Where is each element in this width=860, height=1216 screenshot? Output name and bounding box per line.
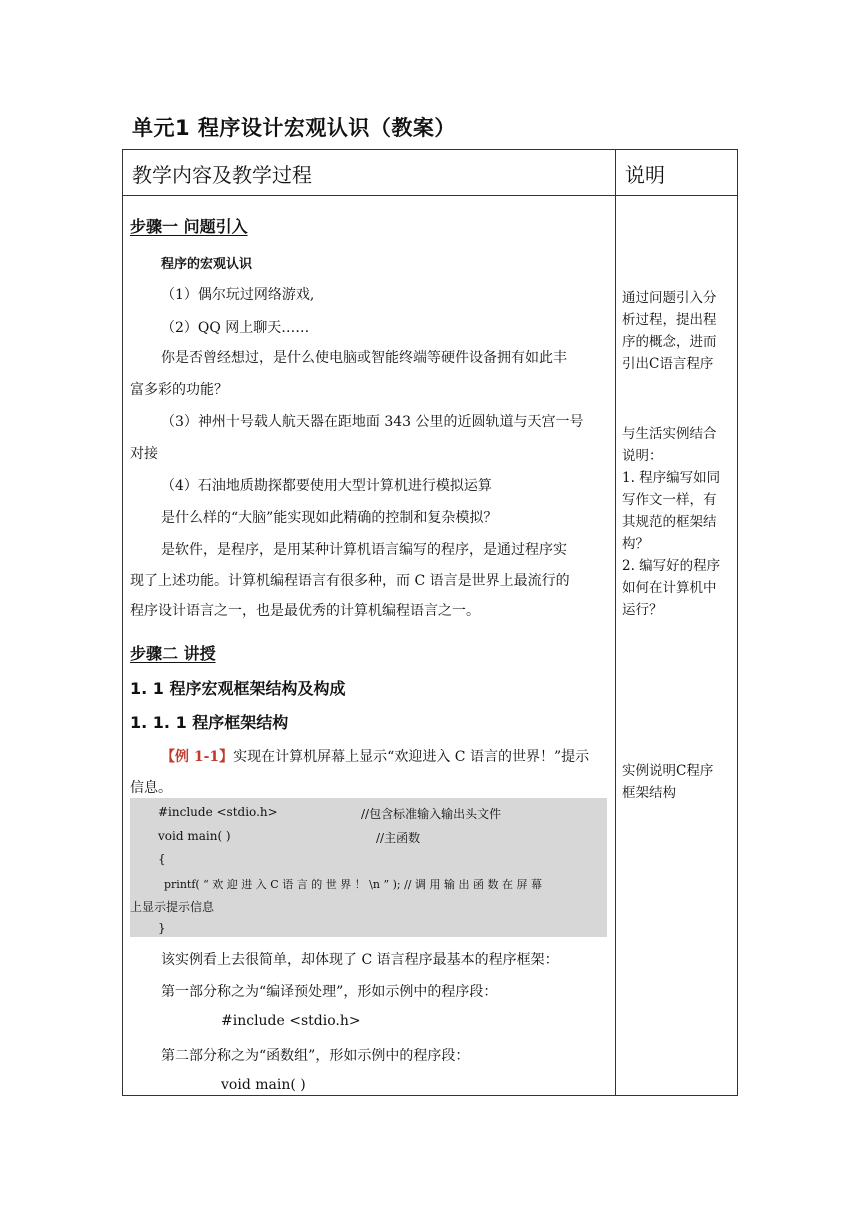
- section-1-1-1: 1. 1. 1 程序框架结构: [130, 713, 289, 732]
- para3-line2: 现了上述功能。计算机编程语言有很多种，而 C 语言是世界上最流行的: [130, 573, 570, 589]
- after-line-3: #include <stdio.h>: [221, 1013, 361, 1029]
- note-2-line: 构？: [622, 536, 649, 552]
- item-4: （4）石油地质勘探都要使用大型计算机进行模拟运算: [161, 478, 492, 494]
- after-line-4: 第二部分称之为“函数组”，形如示例中的程序段：: [161, 1048, 470, 1064]
- para3-line1: 是软件，是程序，是用某种计算机语言编写的程序，是通过程序实: [161, 542, 567, 558]
- note-2: [622, 423, 734, 621]
- code-comment-1: //包含标准输入输出头文件: [361, 807, 502, 821]
- code-line-2: void main( ): [158, 829, 231, 843]
- para1-line2: 富多彩的功能？: [130, 382, 228, 398]
- document-title: 单元1 程序设计宏观认识（教案）: [132, 116, 456, 140]
- header-notes: 说明: [625, 163, 665, 187]
- code-comment-2: //主函数: [376, 831, 421, 845]
- para3-line3: 程序设计语言之一，也是最优秀的计算机编程语言之一。: [130, 603, 480, 619]
- example-line2: 信息。: [130, 780, 172, 796]
- note-1: [622, 287, 734, 375]
- step2-heading: 步骤二 讲授: [130, 644, 216, 663]
- note-3: [622, 760, 734, 804]
- step1-heading: 步骤一 问题引入: [130, 217, 248, 236]
- note-3-line: 实例说明C程序: [622, 763, 714, 779]
- example-line1: [161, 746, 589, 766]
- note-1-line: 析过程，提出程: [622, 312, 717, 328]
- note-2-line: 与生活实例结合: [622, 426, 717, 442]
- header-content: 教学内容及教学过程: [132, 163, 312, 187]
- note-2-line: 其规范的框架结: [622, 514, 717, 530]
- section-1-1: 1. 1 程序宏观框架结构及构成: [130, 679, 346, 698]
- note-2-line: 运行？: [622, 602, 663, 618]
- after-line-1: 该实例看上去很简单，却体现了 C 语言程序最基本的程序框架：: [161, 952, 559, 968]
- para2: 是什么样的“大脑”能实现如此精确的控制和复杂模拟？: [161, 510, 498, 526]
- subtitle: 程序的宏观认识: [161, 257, 253, 272]
- item-3-line2: 对接: [130, 446, 158, 462]
- note-1-line: 通过问题引入分: [622, 290, 717, 306]
- note-1-line: 序的概念，进而: [622, 334, 717, 350]
- note-2-line: 1. 程序编写如同: [622, 470, 721, 486]
- note-2-line: 如何在计算机中: [622, 580, 717, 596]
- code-line-6: }: [158, 921, 166, 935]
- example-tag: 【例 1-1】: [161, 749, 234, 765]
- code-line-1: #include <stdio.h>: [158, 805, 278, 819]
- item-2: （2）QQ 网上聊天……: [161, 320, 310, 336]
- column-divider: [615, 150, 616, 1095]
- code-line-3: {: [158, 852, 166, 866]
- note-2-line: 说明：: [622, 448, 663, 464]
- note-1-line: 引出C语言程序: [622, 356, 714, 372]
- note-2-line: 2. 编写好的程序: [622, 558, 721, 574]
- code-line-4: printf( “ 欢 迎 进 入 C 语 言 的 世 界 ！ \n ” ); // 调 用 输 出 函 数 在 屏 幕: [164, 878, 542, 891]
- item-3-line1: （3）神州十号载人航天器在距地面 343 公里的近圆轨道与天宫一号: [161, 414, 584, 430]
- para1-line1: 你是否曾经想过，是什么使电脑或智能终端等硬件设备拥有如此丰: [161, 350, 567, 366]
- note-3-line: 框架结构: [622, 785, 676, 801]
- note-2-line: 写作文一样，有: [622, 492, 717, 508]
- after-line-5: void main( ): [221, 1077, 306, 1093]
- header-divider: [123, 195, 737, 196]
- example-text: 实现在计算机屏幕上显示“欢迎进入 C 语言的世界！”提示: [233, 749, 590, 765]
- item-1: （1）偶尔玩过网络游戏,: [161, 287, 315, 303]
- after-line-2: 第一部分称之为“编译预处理”，形如示例中的程序段：: [161, 984, 498, 1000]
- code-line-5: 上显示提示信息: [130, 900, 215, 914]
